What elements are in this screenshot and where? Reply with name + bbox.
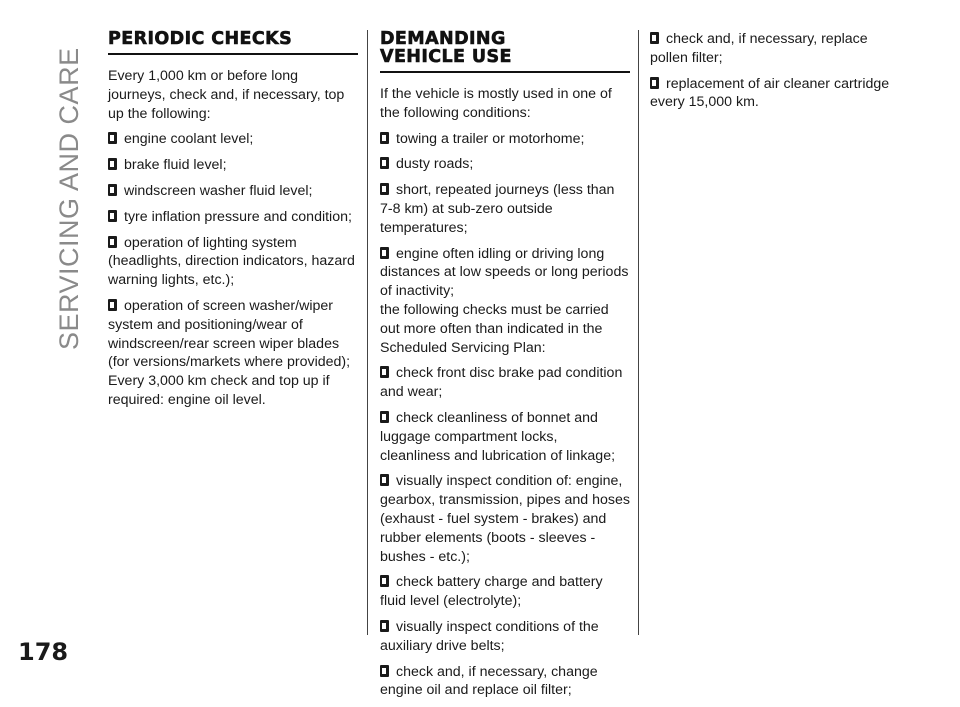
- list-item: check front disc brake pad condition and wear;: [380, 365, 623, 401]
- section-side-title: [52, 22, 92, 382]
- list-item: towing a trailer or motorhome;: [380, 130, 630, 149]
- periodic-checks-heading: PERIODIC CHECKS: [108, 30, 358, 55]
- list-item: brake fluid level;: [108, 156, 358, 175]
- checkbox-bullet-icon: [380, 247, 389, 259]
- list-item: windscreen washer fluid level;: [108, 182, 358, 201]
- list-item: short, repeated journeys (less than 7-8 km) at sub-zero outside temperatures;: [380, 182, 615, 236]
- list-item: tyre inflation pressure and condition;: [108, 208, 358, 227]
- list-item: check and, if necessary, replace pollen filter;: [650, 31, 868, 66]
- checkbox-bullet-icon: [108, 158, 117, 170]
- periodic-checks-outro: Every 3,000 km check and top up if required: engine oil level.: [108, 373, 330, 408]
- list-item: operation of screen washer/wiper system and positioning/wear of windscreen/rear screen wiper blades (for versions/markets where provided);: [108, 297, 351, 371]
- checkbox-bullet-icon: [108, 236, 117, 248]
- checkbox-bullet-icon: [380, 575, 389, 587]
- list-item: replacement of air cleaner cartridge every 15,000 km.: [650, 75, 890, 111]
- periodic-checks-column: [108, 30, 358, 417]
- checkbox-bullet-icon: [380, 366, 389, 378]
- checkbox-bullet-icon: [650, 77, 659, 89]
- list-item: visually inspect condition of: engine, gearbox, transmission, pipes and hoses (exhaust - fuel system - brakes) and rubber elements (boots - sleeves - bushes - etc.);: [380, 473, 630, 565]
- checkbox-bullet-icon: [380, 620, 389, 632]
- checkbox-bullet-icon: [380, 183, 389, 195]
- page-number: 178: [18, 638, 69, 666]
- demanding-use-heading: DEMANDING VEHICLE USE: [380, 30, 630, 73]
- list-item: visually inspect conditions of the auxiliary drive belts;: [380, 618, 599, 654]
- checkbox-bullet-icon: [380, 474, 389, 486]
- continued-column: [650, 30, 900, 119]
- list-item: check cleanliness of bonnet and luggage compartment locks, cleanliness and lubrication of linkage;: [380, 409, 616, 464]
- checkbox-bullet-icon: [650, 32, 659, 44]
- list-item: engine coolant level;: [108, 130, 358, 149]
- checkbox-bullet-icon: [380, 157, 389, 169]
- checkbox-bullet-icon: [108, 184, 117, 196]
- list-item: dusty roads;: [380, 155, 630, 174]
- periodic-checks-intro: Every 1,000 km or before long journeys, check and, if necessary, top up the following:: [108, 68, 345, 122]
- checkbox-bullet-icon: [108, 299, 117, 311]
- list-item: operation of lighting system (headlights, direction indicators, hazard warning lights, etc.);: [108, 234, 355, 289]
- checkbox-bullet-icon: [380, 132, 389, 144]
- checkbox-bullet-icon: [108, 210, 117, 222]
- demanding-use-intro: If the vehicle is mostly used in one of the following conditions:: [380, 86, 612, 121]
- column-divider: [638, 30, 639, 635]
- list-item: check battery charge and battery fluid level (electrolyte);: [380, 574, 603, 610]
- demanding-use-middle: the following checks must be carried out more often than indicated in the Scheduled Servicing Plan:: [380, 301, 609, 356]
- checkbox-bullet-icon: [380, 665, 389, 677]
- section-side-title-text: SERVICING AND CARE: [54, 47, 84, 350]
- column-divider: [367, 30, 368, 635]
- demanding-use-column: [380, 30, 630, 707]
- checkbox-bullet-icon: [380, 411, 389, 423]
- list-item: check and, if necessary, change engine oil and replace oil filter;: [380, 663, 598, 699]
- checkbox-bullet-icon: [108, 132, 117, 144]
- list-item: engine often idling or driving long distances at low speeds or long periods of inactivity;: [380, 245, 629, 300]
